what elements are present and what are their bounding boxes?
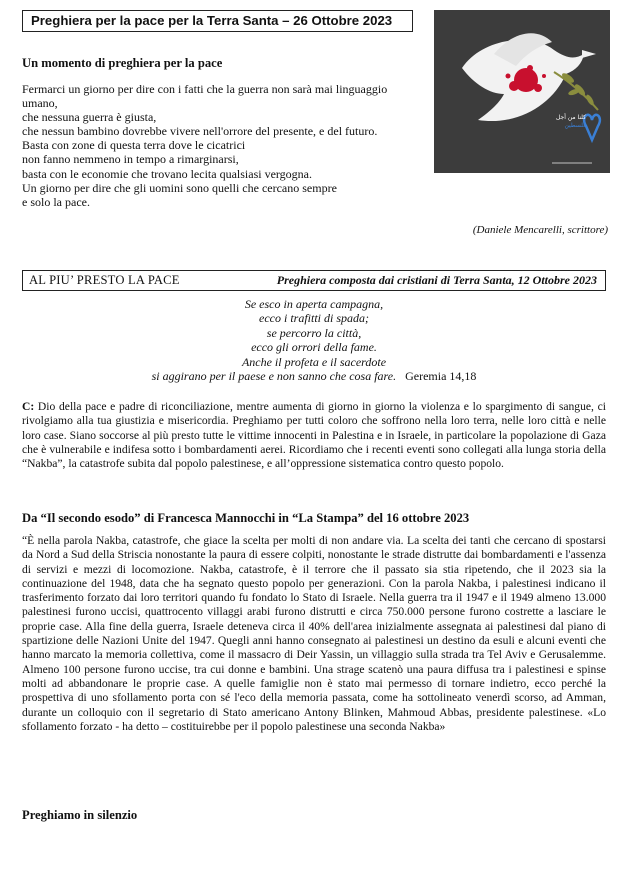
verse-line: se percorro la città, xyxy=(266,325,362,340)
poster-caption-line1: كلنا من أجل xyxy=(556,114,586,121)
section1-heading: Un momento di preghiera per la pace xyxy=(22,56,223,70)
article-paragraph xyxy=(22,534,606,734)
poem-line: Fermarci un giorno per dire con i fatti che la guerra non sarà mai linguaggio xyxy=(22,82,388,96)
prayer-text: Dio della pace e padre di riconciliazione, mentre aumenta di giorno in giorno la violenza e lo spargimento di sangue, ci rivolgiamo alla tua giustizia e misericordia. Preghiamo per tutti coloro che soffrono nella loro terra, nelle loro città e nelle loro case. Siano soccorse al più presto tutte le vittime innocenti in Palestina e in Israele, in particolare la popolazione di Gaza che è vulnerabile e indifesa sotto i bombardamenti aerei. Ricordiamo che i recenti eventi sono collegati alla lunga storia della “Nakba”, la catastrofe subita dal popolo palestinese, e all’oppressione sistematica contro questo popolo. xyxy=(22,400,606,471)
scripture-verses xyxy=(22,297,606,383)
poem-line: umano, xyxy=(22,96,58,111)
section2-title: AL PIU’ PRESTO LA PACE xyxy=(29,273,180,287)
poem-line: e solo la pace. xyxy=(22,194,90,209)
section1-poem xyxy=(22,82,422,209)
poem-line: Un giorno per dire che gli uomini sono quelli che cercano sempre xyxy=(22,180,337,195)
poem-line: Basta con zone di questa terra dove le cicatrici xyxy=(22,138,246,153)
poem-line: che nessuna guerra è giusta, xyxy=(22,110,157,125)
poster-caption-line2: فلسطين xyxy=(564,122,586,129)
poem-line: non fanno nemmeno in tempo a rimarginarsi, xyxy=(22,152,239,167)
verse-line: ecco i trafitti di spada; xyxy=(259,311,369,326)
document-title: Preghiera per la pace per la Terra Santa – 26 Ottobre 2023 xyxy=(22,10,413,32)
prayer-label: C: xyxy=(22,400,35,413)
verse-line: ecco gli orrori della fame. xyxy=(251,340,377,355)
section2-subtitle: Preghiera composta dai cristiani di Terra Santa, 12 Ottobre 2023 xyxy=(276,273,597,287)
poem-line: che nessun bambino dovrebbe vivere nell'orrore del presente, e del futuro. xyxy=(22,124,378,139)
peace-poster-image xyxy=(434,10,610,173)
section3-heading: Da “Il secondo esodo” di Francesca Mannocchi in “La Stampa” del 16 ottobre 2023 xyxy=(22,511,470,525)
poem-line: basta con le economie che trovano lecita qualsiasi vergogna. xyxy=(22,166,313,181)
verse-reference: Geremia 14,18 xyxy=(405,369,477,384)
closing-line: Preghiamo in silenzio xyxy=(22,808,138,822)
prayer-paragraph xyxy=(22,400,606,471)
dove-with-olive-branch-icon xyxy=(434,10,610,173)
verse-line: Anche il profeta e il sacerdote xyxy=(241,354,387,369)
verse-line: si aggirano per il paese e non sanno che cosa fare. xyxy=(151,369,397,384)
section1-author: (Daniele Mencarelli, scrittore) xyxy=(472,224,608,236)
verse-line: Se esco in aperta campagna, xyxy=(244,297,384,311)
article-text: “È nella parola Nakba, catastrofe, che giace la scelta per molti di non andare via. La scelta dei tanti che cercano di spostarsi da Nord a Sud della Striscia nonostante la paura di essere colpiti, nonostante le strade distrutte dai bombardamenti e l'assenza di servizi e mezzi di locomozione. Nakba, catastrofe, è il terrore che il passato sia stia ripetendo, che il 2023 sia la continuazione del 1948, data che ha segnato questo popolo per generazioni. Con la parola Nakba, i palestinesi indicano il trasferimento forzato dai loro territori quando fu fondato lo Stato di Israele. Nella guerra tra il 1947 e il 1949 almeno 13.000 palestinesi furono uccisi, quattrocento villaggi arabi furono distrutti e circa 750.000 persone furono costrette a lasciare le proprie case. Alla fine della guerra, Israele deteneva circa il 40% dell'area inizialmente assegnata ai palestinesi dal piano di spartizione delle Nazioni Unite del 1947. Quegli anni hanno consegnato ai palestinesi un destino da esuli e alcuni eventi che hanno marcato la memoria collettiva, come il massacro di Deir Yassin, un villaggio sulla strada tra Tel Aviv e Gerusalemme. Almeno 100 persone furono uccise, tra cui donne e bambini. Una strage scatenò una paura diffusa tra i palestinesi e spinse molti ad abbandonare le proprie case. A quelle famiglie non è stato mai permesso di tornare indietro, ecco perché la prospettiva di uno sfollamento porta con sé l'eco della memoria passata, come ha sottolineato venerdì scorso, ad Amman, durante un colloquio con il segretario di Stato americano Antony Blinken, Mahmoud Abbas, presidente palestinese. «Lo sfollamento forzato - ha detto – costituirebbe per il popolo palestinese una seconda Nakba» xyxy=(22,534,606,733)
section2-title-bar xyxy=(22,270,606,291)
